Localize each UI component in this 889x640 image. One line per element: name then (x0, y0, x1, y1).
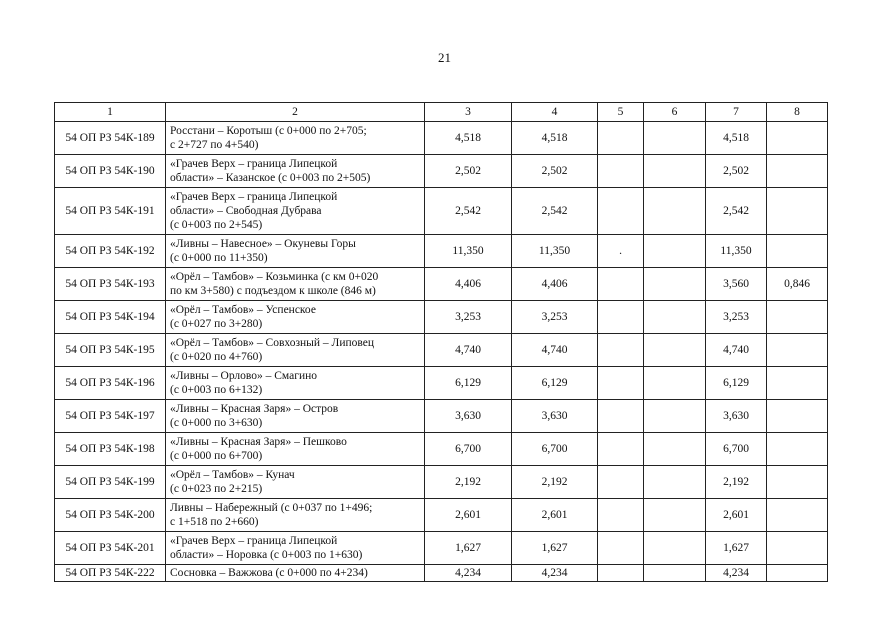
header-cell: 4 (512, 103, 598, 122)
road-code-cell: 54 ОП РЗ 54К-200 (55, 499, 166, 532)
road-name-cell: «Грачев Верх – граница Липецкой области» – Свободная Дубрава (с 0+003 по 2+545) (166, 188, 425, 235)
length-cell (767, 122, 828, 155)
road-name-cell: «Ливны – Красная Заря» – Остров (с 0+000 по 3+630) (166, 400, 425, 433)
table-row (55, 122, 828, 155)
length-cell (598, 268, 644, 301)
length-cell: 4,406 (425, 268, 512, 301)
length-cell (767, 235, 828, 268)
length-cell: 11,350 (706, 235, 767, 268)
table-row (55, 466, 828, 499)
road-code-cell: 54 ОП РЗ 54К-197 (55, 400, 166, 433)
road-name-cell: Росстани – Коротыш (с 0+000 по 2+705; с 2+727 по 4+540) (166, 122, 425, 155)
length-cell: 11,350 (425, 235, 512, 268)
length-cell (644, 188, 706, 235)
table-row (55, 565, 828, 582)
road-name-cell: «Орёл – Тамбов» – Успенское (с 0+027 по 3+280) (166, 301, 425, 334)
table-row (55, 301, 828, 334)
length-cell: 4,740 (425, 334, 512, 367)
length-cell: 4,406 (512, 268, 598, 301)
header-cell: 2 (166, 103, 425, 122)
road-name-cell: «Ливны – Навесное» – Окуневы Горы (с 0+000 по 11+350) (166, 235, 425, 268)
length-cell (644, 235, 706, 268)
length-cell: 2,601 (512, 499, 598, 532)
table-row (55, 155, 828, 188)
length-cell (644, 400, 706, 433)
length-cell (598, 466, 644, 499)
length-cell: 4,740 (512, 334, 598, 367)
road-name-cell: «Орёл – Тамбов» – Кунач (с 0+023 по 2+215) (166, 466, 425, 499)
length-cell: 2,502 (706, 155, 767, 188)
road-code-cell: 54 ОП РЗ 54К-191 (55, 188, 166, 235)
table-row (55, 367, 828, 400)
header-cell: 1 (55, 103, 166, 122)
length-cell (767, 466, 828, 499)
length-cell: 2,502 (512, 155, 598, 188)
length-cell (644, 122, 706, 155)
length-cell: 2,601 (425, 499, 512, 532)
length-cell: 2,192 (706, 466, 767, 499)
header-cell: 3 (425, 103, 512, 122)
length-cell: . (598, 235, 644, 268)
length-cell: 2,542 (512, 188, 598, 235)
road-name-cell: «Ливны – Красная Заря» – Пешково (с 0+000 по 6+700) (166, 433, 425, 466)
road-name-cell: «Грачев Верх – граница Липецкой области» – Казанское (с 0+003 по 2+505) (166, 155, 425, 188)
length-cell (598, 367, 644, 400)
length-cell (644, 565, 706, 582)
length-cell: 4,518 (512, 122, 598, 155)
length-cell: 6,129 (425, 367, 512, 400)
length-cell: 2,192 (425, 466, 512, 499)
length-cell: 6,700 (706, 433, 767, 466)
length-cell (767, 532, 828, 565)
road-name-cell: «Орёл – Тамбов» – Совхозный – Липовец (с 0+020 по 4+760) (166, 334, 425, 367)
length-cell (644, 301, 706, 334)
length-cell: 11,350 (512, 235, 598, 268)
road-code-cell: 54 ОП РЗ 54К-193 (55, 268, 166, 301)
length-cell (598, 565, 644, 582)
length-cell: 4,234 (706, 565, 767, 582)
table-row (55, 334, 828, 367)
road-name-cell: Сосновка – Важжова (с 0+000 по 4+234) (166, 565, 425, 582)
length-cell (644, 433, 706, 466)
road-name-cell: «Орёл – Тамбов» – Козьминка (с км 0+020 по км 3+580) с подъездом к школе (846 м) (166, 268, 425, 301)
header-cell: 7 (706, 103, 767, 122)
road-code-cell: 54 ОП РЗ 54К-199 (55, 466, 166, 499)
length-cell: 3,630 (425, 400, 512, 433)
length-cell: 0,846 (767, 268, 828, 301)
length-cell: 4,234 (425, 565, 512, 582)
table-row (55, 400, 828, 433)
road-code-cell: 54 ОП РЗ 54К-192 (55, 235, 166, 268)
length-cell (767, 155, 828, 188)
table-row (55, 532, 828, 565)
length-cell: 1,627 (706, 532, 767, 565)
header-cell: 5 (598, 103, 644, 122)
length-cell: 3,253 (512, 301, 598, 334)
length-cell (767, 499, 828, 532)
length-cell (598, 499, 644, 532)
length-cell (598, 301, 644, 334)
length-cell (767, 565, 828, 582)
length-cell (767, 367, 828, 400)
table-row (55, 268, 828, 301)
length-cell: 1,627 (512, 532, 598, 565)
header-cell: 8 (767, 103, 828, 122)
road-code-cell: 54 ОП РЗ 54К-189 (55, 122, 166, 155)
length-cell: 3,560 (706, 268, 767, 301)
length-cell (598, 334, 644, 367)
road-code-cell: 54 ОП РЗ 54К-198 (55, 433, 166, 466)
length-cell: 2,192 (512, 466, 598, 499)
length-cell: 2,601 (706, 499, 767, 532)
length-cell: 3,630 (512, 400, 598, 433)
length-cell: 6,700 (512, 433, 598, 466)
header-row (55, 103, 828, 122)
length-cell (644, 268, 706, 301)
roads-table (54, 102, 828, 582)
length-cell: 3,253 (425, 301, 512, 334)
length-cell: 4,518 (425, 122, 512, 155)
length-cell (644, 499, 706, 532)
length-cell: 3,253 (706, 301, 767, 334)
length-cell: 4,234 (512, 565, 598, 582)
table-row (55, 499, 828, 532)
road-name-cell: Ливны – Набережный (с 0+037 по 1+496; с 1+518 по 2+660) (166, 499, 425, 532)
length-cell (598, 433, 644, 466)
length-cell (644, 532, 706, 565)
length-cell (644, 334, 706, 367)
length-cell (767, 433, 828, 466)
road-code-cell: 54 ОП РЗ 54К-195 (55, 334, 166, 367)
length-cell: 2,542 (425, 188, 512, 235)
length-cell (598, 155, 644, 188)
length-cell (767, 301, 828, 334)
length-cell: 4,740 (706, 334, 767, 367)
length-cell (767, 400, 828, 433)
road-name-cell: «Грачев Верх – граница Липецкой области» – Норовка (с 0+003 по 1+630) (166, 532, 425, 565)
header-cell: 6 (644, 103, 706, 122)
length-cell: 6,700 (425, 433, 512, 466)
length-cell (644, 155, 706, 188)
length-cell (598, 532, 644, 565)
length-cell: 3,630 (706, 400, 767, 433)
road-code-cell: 54 ОП РЗ 54К-222 (55, 565, 166, 582)
length-cell: 2,502 (425, 155, 512, 188)
table-row (55, 433, 828, 466)
length-cell (598, 188, 644, 235)
length-cell: 2,542 (706, 188, 767, 235)
road-code-cell: 54 ОП РЗ 54К-201 (55, 532, 166, 565)
table-row (55, 188, 828, 235)
road-code-cell: 54 ОП РЗ 54К-196 (55, 367, 166, 400)
length-cell: 4,518 (706, 122, 767, 155)
length-cell (767, 334, 828, 367)
length-cell (767, 188, 828, 235)
length-cell: 1,627 (425, 532, 512, 565)
road-name-cell: «Ливны – Орлово» – Смагино (с 0+003 по 6+132) (166, 367, 425, 400)
road-code-cell: 54 ОП РЗ 54К-194 (55, 301, 166, 334)
length-cell: 6,129 (706, 367, 767, 400)
table-row (55, 235, 828, 268)
length-cell (644, 466, 706, 499)
page-number: 21 (438, 50, 451, 65)
road-code-cell: 54 ОП РЗ 54К-190 (55, 155, 166, 188)
length-cell (644, 367, 706, 400)
length-cell (598, 400, 644, 433)
length-cell (598, 122, 644, 155)
length-cell: 6,129 (512, 367, 598, 400)
